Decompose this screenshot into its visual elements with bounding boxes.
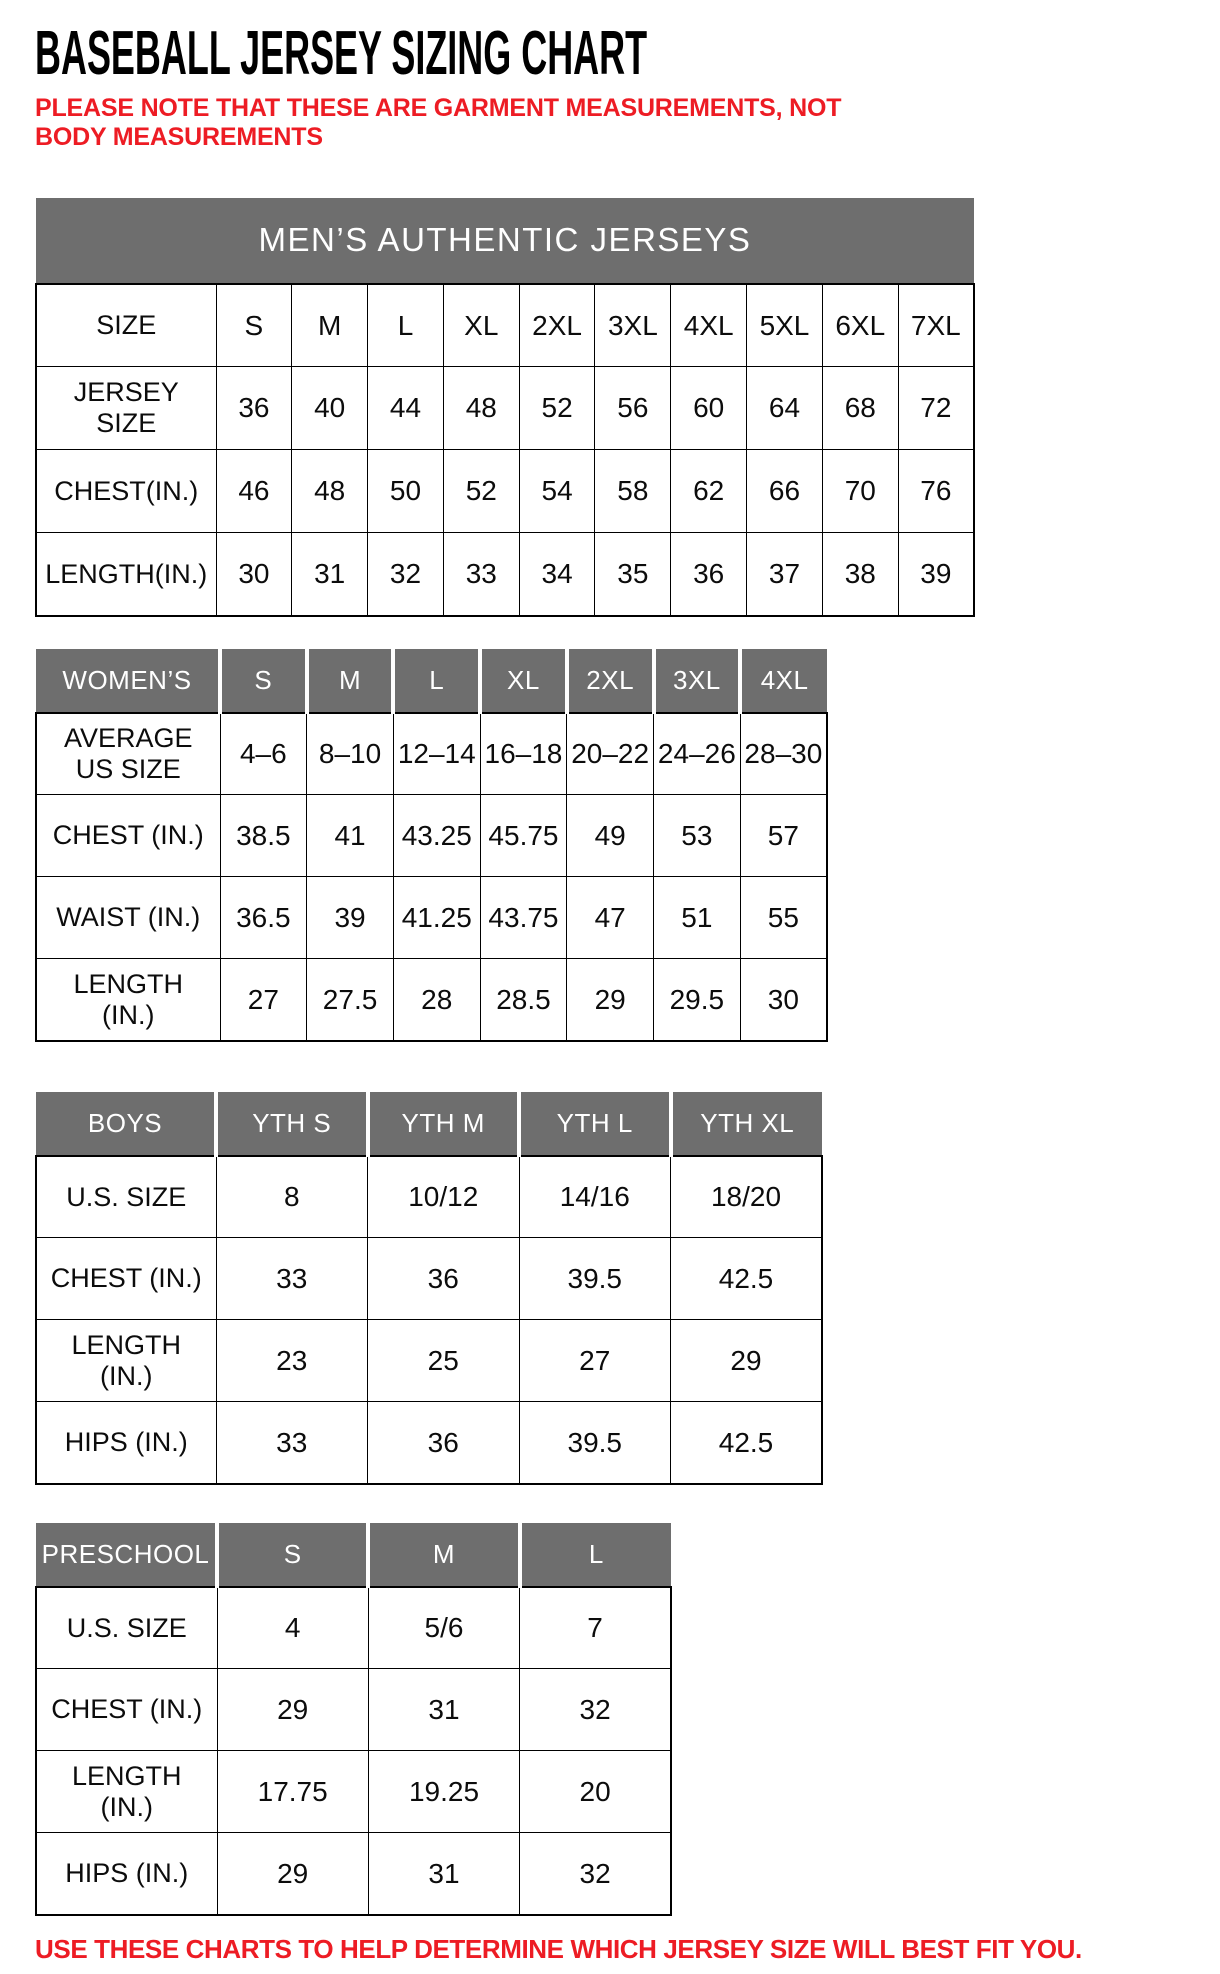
table-cell: 20–22 — [567, 713, 654, 795]
table-cell: 35 — [595, 533, 671, 616]
table-cell: 60 — [671, 367, 747, 450]
table-cell: 30 — [740, 959, 827, 1041]
header-label: PRESCHOOL — [36, 1523, 217, 1587]
row-label: CHEST (IN.) — [36, 795, 220, 877]
table-cell: 39 — [307, 877, 394, 959]
table-row — [36, 795, 827, 877]
table-cell: 6XL — [822, 284, 898, 367]
table-cell: M — [292, 284, 368, 367]
table-cell: L — [368, 284, 444, 367]
table-cell: 48 — [292, 450, 368, 533]
table-cell: 32 — [368, 533, 444, 616]
table-cell: XL — [443, 284, 519, 367]
table-cell: 33 — [443, 533, 519, 616]
header-row — [36, 1523, 671, 1587]
column-header: M — [307, 649, 394, 713]
row-label: CHEST (IN.) — [36, 1238, 216, 1320]
row-label: SIZE — [36, 284, 216, 367]
table-cell: 43.75 — [480, 877, 567, 959]
table-cell: 72 — [898, 367, 974, 450]
table-cell: 3XL — [595, 284, 671, 367]
row-label: LENGTH (IN.) — [36, 1320, 216, 1402]
table-cell: 40 — [292, 367, 368, 450]
fit-advice-footer: USE THESE CHARTS TO HELP DETERMINE WHICH JERSEY SIZE WILL BEST FIT YOU. — [35, 1933, 1082, 1964]
row-label: JERSEY SIZE — [36, 367, 216, 450]
table-cell: 10/12 — [368, 1156, 520, 1238]
table-cell: 54 — [519, 450, 595, 533]
table-cell: 5XL — [747, 284, 823, 367]
table-cell: 52 — [443, 450, 519, 533]
column-header: 2XL — [567, 649, 654, 713]
table-cell: 34 — [519, 533, 595, 616]
table-cell: 14/16 — [519, 1156, 671, 1238]
table-cell: 41 — [307, 795, 394, 877]
womens-sizing-table — [35, 649, 828, 1042]
table-row — [36, 713, 827, 795]
table-cell: 52 — [519, 367, 595, 450]
table-row — [36, 450, 974, 533]
table-cell: 32 — [520, 1833, 671, 1915]
table-cell: 68 — [822, 367, 898, 450]
table-cell: 4–6 — [220, 713, 307, 795]
table-cell: 28.5 — [480, 959, 567, 1041]
table-cell: 45.75 — [480, 795, 567, 877]
row-label: LENGTH(IN.) — [36, 533, 216, 616]
column-header: YTH L — [519, 1092, 671, 1156]
table-cell: 33 — [216, 1402, 368, 1484]
table-cell: 32 — [520, 1669, 671, 1751]
table-cell: 39.5 — [519, 1238, 671, 1320]
mens-sizing-table — [35, 198, 975, 617]
table-cell: 7 — [520, 1587, 671, 1669]
table-cell: 64 — [747, 367, 823, 450]
table-cell: 12–14 — [393, 713, 480, 795]
table-cell: 5/6 — [368, 1587, 519, 1669]
table-cell: 42.5 — [671, 1402, 823, 1484]
table-cell: 56 — [595, 367, 671, 450]
preschool-sizing-table — [35, 1523, 672, 1916]
column-header: L — [520, 1523, 671, 1587]
table-row — [36, 1833, 671, 1915]
table-cell: 37 — [747, 533, 823, 616]
mens-table-section — [35, 198, 1185, 617]
table-cell: 29 — [567, 959, 654, 1041]
table-cell: 8 — [216, 1156, 368, 1238]
table-cell: 31 — [292, 533, 368, 616]
table-cell: 38.5 — [220, 795, 307, 877]
table-cell: 36 — [368, 1238, 520, 1320]
table-cell: 36 — [216, 367, 292, 450]
table-cell: 51 — [654, 877, 741, 959]
table-banner: MEN’S AUTHENTIC JERSEYS — [36, 198, 974, 284]
row-label: CHEST(IN.) — [36, 450, 216, 533]
table-cell: 47 — [567, 877, 654, 959]
table-cell: 2XL — [519, 284, 595, 367]
boys-sizing-table — [35, 1092, 823, 1485]
table-cell: 36 — [671, 533, 747, 616]
table-cell: 29.5 — [654, 959, 741, 1041]
column-header: YTH S — [216, 1092, 368, 1156]
table-cell: 4 — [217, 1587, 368, 1669]
table-cell: 31 — [368, 1833, 519, 1915]
column-header: S — [220, 649, 307, 713]
row-label: LENGTH (IN.) — [36, 1751, 217, 1833]
table-row — [36, 1238, 822, 1320]
table-row — [36, 1402, 822, 1484]
header-label: WOMEN’S — [36, 649, 220, 713]
table-row — [36, 284, 974, 367]
table-cell: 76 — [898, 450, 974, 533]
table-row — [36, 533, 974, 616]
table-cell: 24–26 — [654, 713, 741, 795]
table-cell: 27 — [220, 959, 307, 1041]
table-cell: 28 — [393, 959, 480, 1041]
page-title: BASEBALL JERSEY SIZING CHART — [35, 19, 648, 88]
table-cell: 18/20 — [671, 1156, 823, 1238]
header-label: BOYS — [36, 1092, 216, 1156]
table-cell: 49 — [567, 795, 654, 877]
table-cell: 19.25 — [368, 1751, 519, 1833]
row-label: HIPS (IN.) — [36, 1402, 216, 1484]
table-cell: 43.25 — [393, 795, 480, 877]
table-row — [36, 1751, 671, 1833]
boys-table-section — [35, 1092, 1185, 1485]
table-cell: 53 — [654, 795, 741, 877]
table-row — [36, 959, 827, 1041]
header-row — [36, 198, 974, 284]
column-header: L — [393, 649, 480, 713]
table-row — [36, 877, 827, 959]
column-header: XL — [480, 649, 567, 713]
table-cell: 58 — [595, 450, 671, 533]
table-cell: 48 — [443, 367, 519, 450]
table-cell: 27.5 — [307, 959, 394, 1041]
table-cell: 62 — [671, 450, 747, 533]
column-header: 3XL — [654, 649, 741, 713]
table-cell: 25 — [368, 1320, 520, 1402]
row-label: LENGTH (IN.) — [36, 959, 220, 1041]
table-cell: 29 — [671, 1320, 823, 1402]
table-cell: 70 — [822, 450, 898, 533]
table-cell: 38 — [822, 533, 898, 616]
table-cell: 57 — [740, 795, 827, 877]
table-cell: 27 — [519, 1320, 671, 1402]
table-row — [36, 1587, 671, 1669]
table-cell: 8–10 — [307, 713, 394, 795]
table-cell: 23 — [216, 1320, 368, 1402]
table-cell: 44 — [368, 367, 444, 450]
table-cell: 50 — [368, 450, 444, 533]
row-label: U.S. SIZE — [36, 1587, 217, 1669]
column-header: S — [217, 1523, 368, 1587]
table-cell: 36.5 — [220, 877, 307, 959]
table-cell: 41.25 — [393, 877, 480, 959]
table-cell: 55 — [740, 877, 827, 959]
table-cell: 39.5 — [519, 1402, 671, 1484]
table-cell: 17.75 — [217, 1751, 368, 1833]
header-row — [36, 649, 827, 713]
column-header: YTH M — [368, 1092, 520, 1156]
row-label: WAIST (IN.) — [36, 877, 220, 959]
table-cell: 29 — [217, 1833, 368, 1915]
table-cell: 46 — [216, 450, 292, 533]
table-cell: 16–18 — [480, 713, 567, 795]
table-cell: 29 — [217, 1669, 368, 1751]
header-row — [36, 1092, 822, 1156]
table-cell: 66 — [747, 450, 823, 533]
row-label: HIPS (IN.) — [36, 1833, 217, 1915]
table-cell: 39 — [898, 533, 974, 616]
table-cell: 4XL — [671, 284, 747, 367]
table-row — [36, 1156, 822, 1238]
garment-measurement-note: PLEASE NOTE THAT THESE ARE GARMENT MEASUREMENTS, NOT BODY MEASUREMENTS — [35, 93, 842, 151]
column-header: YTH XL — [671, 1092, 823, 1156]
row-label: CHEST (IN.) — [36, 1669, 217, 1751]
table-cell: 42.5 — [671, 1238, 823, 1320]
table-cell: 31 — [368, 1669, 519, 1751]
table-cell: S — [216, 284, 292, 367]
table-cell: 33 — [216, 1238, 368, 1320]
table-row — [36, 1669, 671, 1751]
column-header: 4XL — [740, 649, 827, 713]
table-cell: 36 — [368, 1402, 520, 1484]
table-row — [36, 1320, 822, 1402]
preschool-table-section — [35, 1523, 1185, 1916]
table-cell: 30 — [216, 533, 292, 616]
column-header: M — [368, 1523, 519, 1587]
row-label: U.S. SIZE — [36, 1156, 216, 1238]
row-label: AVERAGE US SIZE — [36, 713, 220, 795]
table-cell: 7XL — [898, 284, 974, 367]
table-row — [36, 367, 974, 450]
womens-table-section — [35, 649, 1185, 1042]
table-cell: 20 — [520, 1751, 671, 1833]
table-cell: 28–30 — [740, 713, 827, 795]
